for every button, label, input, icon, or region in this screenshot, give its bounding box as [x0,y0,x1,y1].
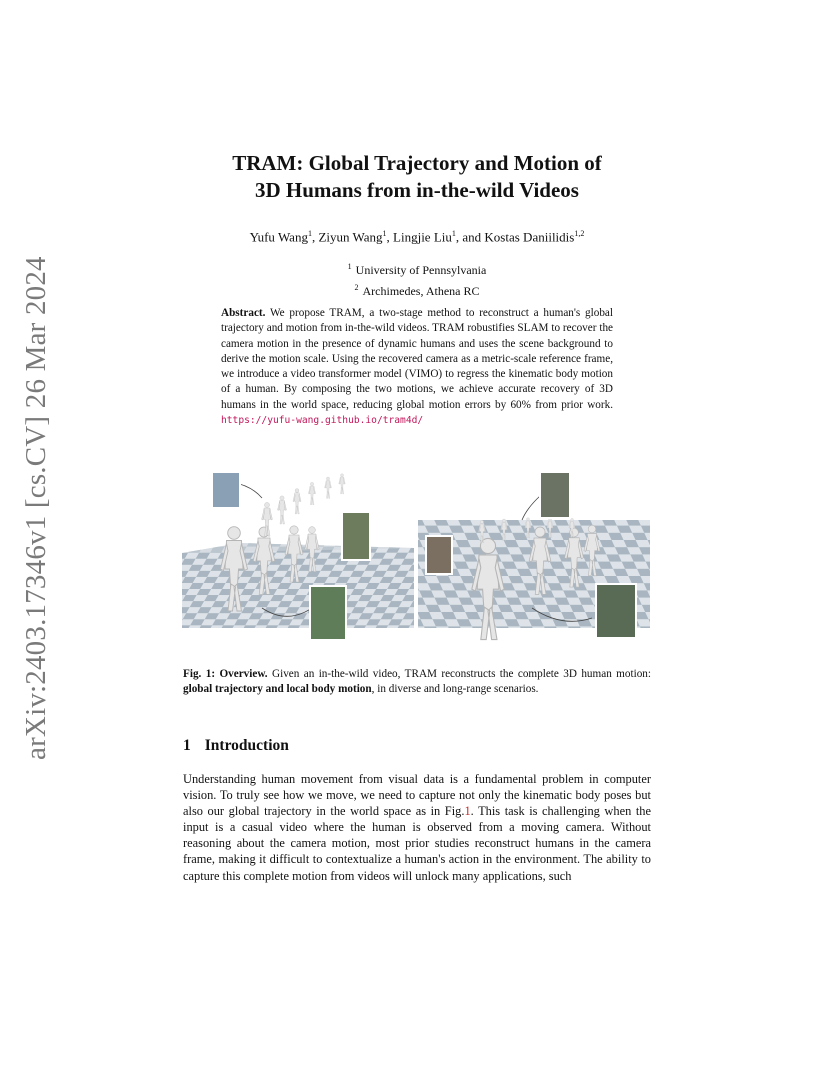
figure-caption [183,667,651,698]
video-frame-thumbnail [426,536,452,574]
author-name: Yufu Wang [249,229,308,245]
affiliation [183,258,651,279]
abstract [221,306,613,428]
human-mesh [293,489,301,514]
human-mesh [339,474,345,494]
section-heading [183,737,289,755]
project-link[interactable]: https://yufu-wang.github.io/tram4d/ [221,415,424,427]
author-name: Ziyun Wang [318,229,383,245]
intro-text: Understanding human movement from visual data is a fundamental problem in computer vision. To truly see how we move, we need to capture not only the kinematic body poses but also our global trajectory in the world space as in Fig. [183,772,651,819]
video-frame-thumbnail [342,512,370,560]
caption-text: , in diverse and long-range scenarios. [371,683,539,696]
abstract-label: Abstract. [221,307,266,319]
affiliation-mark: 2 [354,283,359,292]
author-affil-mark: 1 [451,229,456,238]
overview-figure [182,468,652,658]
human-mesh [325,477,332,498]
author-separator: , [311,229,319,245]
left-scene [182,472,414,640]
human-mesh [308,482,315,504]
video-frame-thumbnail [310,586,346,640]
video-frame-thumbnail [212,472,240,508]
author-affil-mark: 1 [382,229,387,238]
figure-reference-link[interactable]: 1 [464,804,471,819]
caption-label: Fig. 1: Overview. [183,668,268,680]
intro-paragraph [183,771,651,884]
affiliation-name: University of Pennsylvania [355,263,487,277]
video-frame-thumbnail [596,584,636,638]
caption-text: Given an in-the-wild video, TRAM reconstructs the complete 3D human motion: [267,668,651,680]
right-scene [418,472,650,640]
author-affil-mark: 1,2 [574,229,585,238]
author-name: Kostas Daniilidis [484,229,575,245]
affiliation-mark: 1 [347,262,352,271]
section-number: 1 [183,737,191,754]
intro-text: . This task is challenging when the input is a casual video where the human is observed from a moving camera. Without reasoning about the camera motion, most prior studies reconstruct humans in the camera frame, making it difficult to contextualize a human's action in the environment. The ability to capture this complete motion from videos will unlock many applications, such [183,804,651,883]
video-frame-thumbnail [540,472,570,518]
section-title: Introduction [204,737,289,754]
paper-title [183,150,651,204]
human-mesh [278,496,287,524]
figure-illustration [182,468,652,658]
affiliation-name: Archimedes, Athena RC [362,284,480,298]
author-separator: , and [455,229,485,245]
title-line-1: TRAM: Global Trajectory and Motion of [232,151,602,175]
author-list [183,229,651,245]
author-separator: , [386,229,394,245]
author-name: Lingjie Liu [393,229,452,245]
affiliation [183,279,651,300]
caption-emphasis: global trajectory and local body motion [183,683,372,696]
arxiv-identifier: arXiv:2403.17346v1 [cs.CV] 26 Mar 2024 [20,256,52,760]
affiliation-list [183,258,651,300]
title-line-2: 3D Humans from in-the-wild Videos [255,178,579,202]
abstract-text: We propose TRAM, a two-stage method to reconstruct a human's global trajectory and motion from in-the-wild videos. TRAM robustifies SLAM to recover the camera motion in the presence of dynamic humans and uses the scene background to derive the motion scale. Using the recovered camera as a metric-scale reference frame, we introduce a video transformer model (VIMO) to regress the kinematic body motion of a human. By composing the two motions, we achieve accurate recovery of 3D humans in the world space, reducing global motion errors by 60% from prior work. [221,307,613,411]
author-affil-mark: 1 [307,229,312,238]
